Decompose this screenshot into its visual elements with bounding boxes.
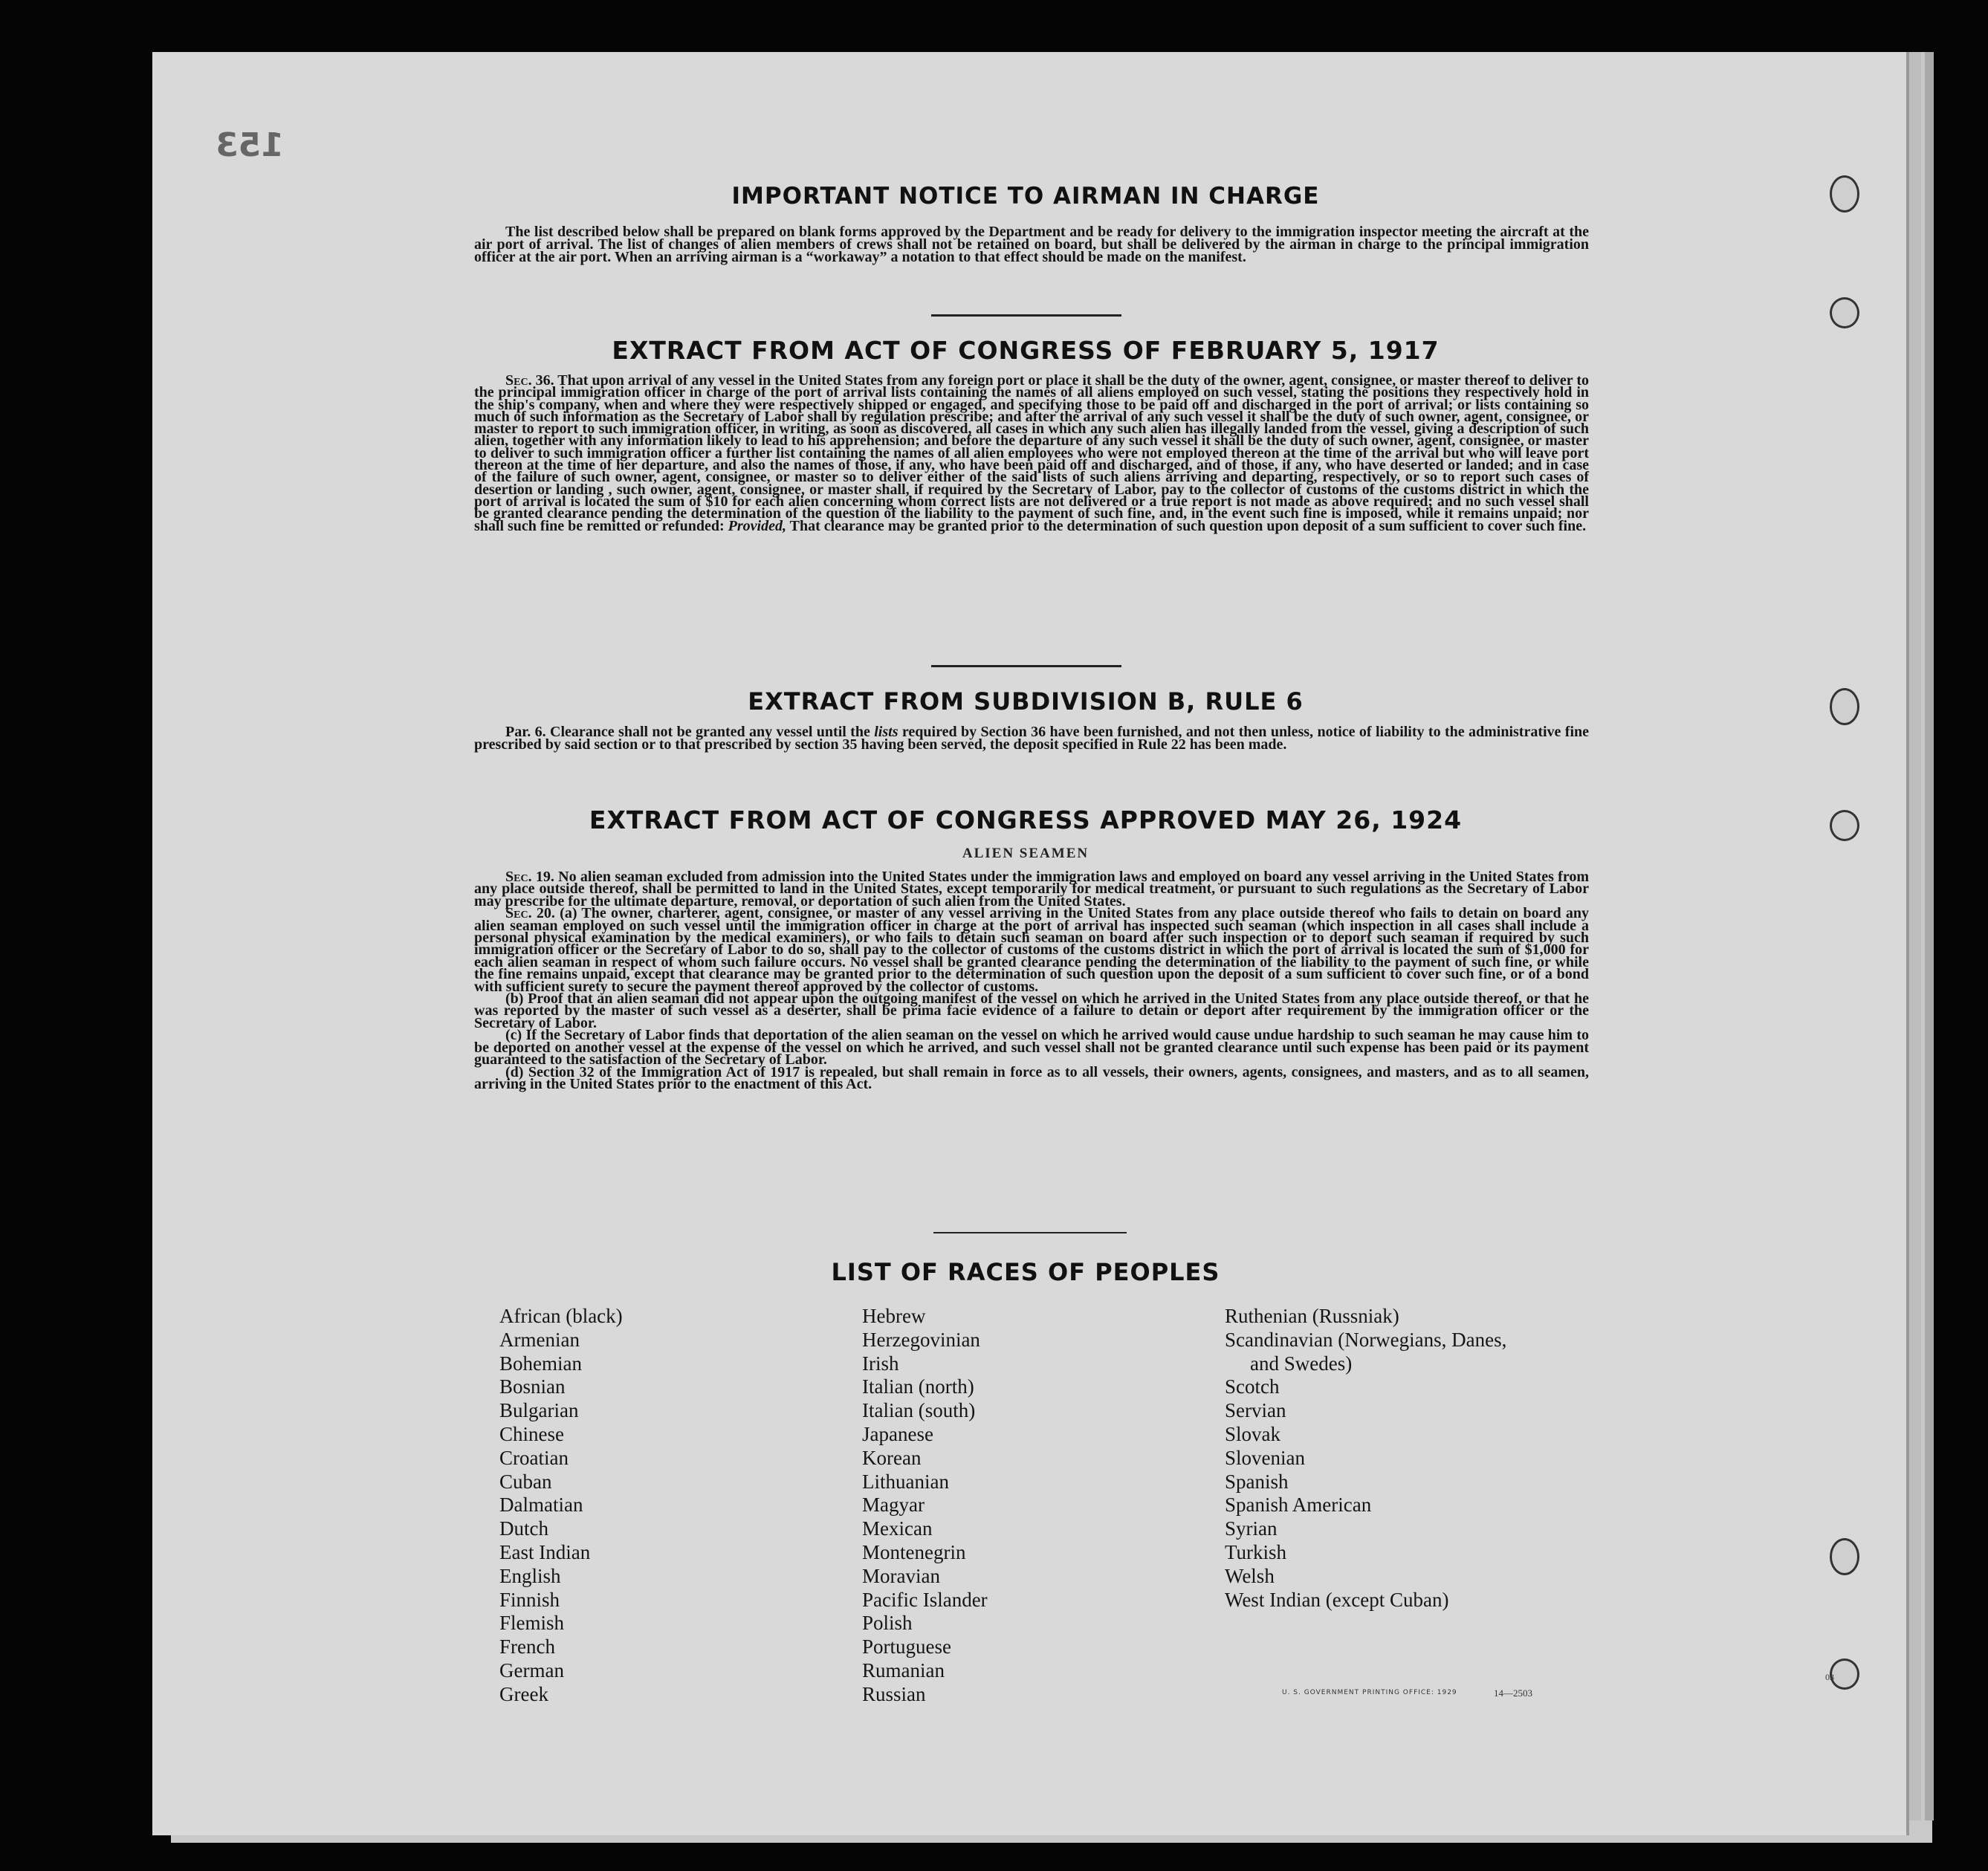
punch-hole <box>1830 1538 1859 1575</box>
extract-1924-title: EXTRACT FROM ACT OF CONGRESS APPROVED MAY 26, 1924 <box>589 805 1463 834</box>
race-item: Bulgarian <box>499 1399 579 1422</box>
extract-1924-body <box>474 871 1589 1090</box>
race-item: Spanish American <box>1225 1494 1372 1517</box>
race-item: Japanese <box>862 1422 933 1445</box>
race-item: Flemish <box>499 1612 565 1635</box>
punch-hole <box>1830 297 1859 328</box>
race-item: Pacific Islander <box>862 1588 988 1611</box>
race-item: Lithuanian <box>862 1470 949 1493</box>
section-divider <box>933 1232 1127 1233</box>
race-item: Turkish <box>1225 1540 1287 1563</box>
race-item: Dutch <box>499 1517 548 1540</box>
race-item: Irish <box>862 1352 899 1375</box>
race-item: Bosnian <box>499 1375 566 1398</box>
race-item: Slovenian <box>1225 1446 1305 1469</box>
race-item: French <box>499 1635 555 1658</box>
notice-body <box>474 226 1589 264</box>
sec20b-paragraph: (b) Proof that an alien seaman did not appear upon the outgoing manifest of the vessel on which he arrived in the United States from any place outside thereof, or that he was reported by the master of such vessel as a deserter, shall be prima facie evidence of a failure to detain or deport after requirement by the immigration officer or the Secretary of Labor. <box>474 990 1589 1031</box>
race-item: Welsh <box>1225 1564 1275 1587</box>
races-column-3 <box>1225 1305 1506 1612</box>
race-item: Scandinavian (Norwegians, Danes, <box>1225 1328 1507 1351</box>
race-item: Slovak <box>1225 1422 1281 1445</box>
race-item: Herzegovinian <box>862 1328 980 1351</box>
sec20a-text: (a) The owner, charterer, agent, consignee, or master of any vessel arriving in the United States from any place outside thereof who fails to detain on board any alien seaman employed on such vessel until the immigration officer in charge at the port of arrival has inspected such seaman (which inspection in all cases shall include a personal physical examination by the medical examiners), or who fails to detain such seaman on board after such inspection or to deport such seaman if required by such immigration officer or the Secretary of Labor to do so, shall pay to the collector of customs of the customs district in which the port of arrival is located the sum of $1,000 for each alien seaman in respect of whom such failure occurs. No vessel shall be granted clearance pending the determination of the liability to the payment of such fine, or while the fine remains unpaid, except that clearance may be granted prior to the determination of such question upon the deposit of a sum sufficient to cover such fine, or of a bond with sufficient surety to secure the payment thereof approved by the collector of customs. <box>474 905 1589 995</box>
extract-1917-body <box>474 374 1589 532</box>
sec20c-paragraph: (c) If the Secretary of Labor finds that deportation of the alien seaman on the vessel on which he arrived would cause undue hardship to such seaman he may cause him to be deported on another vessel at the expense of the vessel on which he arrived, and such vessel shall not be granted clearance until such expense has been paid or its payment guaranteed to the satisfaction of the Secretary of Labor. <box>474 1027 1589 1069</box>
race-item: Magyar <box>862 1494 925 1517</box>
race-item: Russian <box>862 1682 926 1705</box>
race-item: Servian <box>1225 1399 1286 1422</box>
punch-hole <box>1830 688 1859 725</box>
race-item: Croatian <box>499 1446 569 1469</box>
sec19-label: Sec. 19. <box>505 869 554 885</box>
race-item: East Indian <box>499 1540 591 1563</box>
race-item: West Indian (except Cuban) <box>1225 1588 1449 1611</box>
race-item: Spanish <box>1225 1470 1289 1493</box>
race-item: Mexican <box>862 1517 933 1540</box>
corner-code: 03 <box>1825 1672 1834 1682</box>
race-item: and Swedes) <box>1250 1352 1353 1375</box>
race-item: Rumanian <box>862 1658 945 1682</box>
page-edge <box>1925 52 1934 1820</box>
sec20d-paragraph: (d) Section 32 of the Immigration Act of 1917 is repealed, but shall remain in force as to all vessels, their owners, agents, consignees, and masters, and as to all seamen, arriving in the United States prior to the enactment of this Act. <box>474 1063 1589 1092</box>
race-item: Armenian <box>499 1328 580 1351</box>
race-item: Finnish <box>499 1588 560 1611</box>
race-item: Portuguese <box>862 1635 951 1658</box>
rule6-text: Par. 6. Clearance shall not be granted any vessel until the <box>505 724 870 740</box>
races-column-2 <box>862 1305 988 1707</box>
races-column-1 <box>499 1305 623 1707</box>
race-item: Dalmatian <box>499 1494 583 1517</box>
alien-seamen-subtitle: ALIEN SEAMEN <box>962 846 1089 861</box>
race-item: Hebrew <box>862 1305 926 1327</box>
section-divider <box>931 314 1121 317</box>
form-number: 14—2503 <box>1494 1687 1532 1699</box>
race-item: Italian (south) <box>862 1399 976 1422</box>
race-item: Greek <box>499 1682 548 1705</box>
page-edge <box>1906 52 1921 1820</box>
sec20-label: Sec. 20. <box>505 905 555 922</box>
race-item: Moravian <box>862 1564 940 1587</box>
race-item: Ruthenian (Russniak) <box>1225 1305 1399 1327</box>
sec19-text: No alien seaman excluded from admission into the United States under the immigration laws and employed on board any vessel arriving in the United States from any place outside thereof, shall be permitted to land in the United States, except temporarily for medical treatment, or pursuant to such regulations as the Secretary of Labor may prescribe for the ultimate departure, removal, or deportation of such alien from the United States. <box>474 869 1590 909</box>
notice-paragraph: The list described below shall be prepared on blank forms approved by the Department and be ready for delivery to the immigration inspector meeting the aircraft at the air port of arrival. The list of changes of alien members of crews shall not be retained on board, but shall be delivered by the airman in charge to the principal immigration officer at the air port. When an arriving airman is a “workaway” a notation to that effect should be made on the manifest. <box>474 224 1589 265</box>
race-item: German <box>499 1658 564 1682</box>
race-item: Cuban <box>499 1470 552 1493</box>
punch-hole <box>1830 175 1859 213</box>
sec36-text: That upon arrival of any vessel in the United States from any foreign port or place it shall be the duty of the owner, agent, consignee, or master thereof to deliver to the principal immigration officer in charge of the port of arrival lists containing the names of all aliens employed on such vessel, stating the positions they respectively hold in the ship's company, when and where they were respectively shipped or engaged, and specifying those to be paid off and discharged in the port of arrival; or lists containing so much of such information as the Secretary of Labor shall by regulation prescribe; and after the arrival of any such vessel it shall be the duty of such owner, agent, consignee, or master to report to such immigration officer, in writing, as soon as discovered, all cases in which any such alien has illegally landed from the vessel, giving a description of such alien, together with any information likely to lead to his apprehension; and before the departure of any such vessel it shall be the duty of such owner, agent, consignee, or master to deliver to such immigration officer a further list containing the names of all alien employees who were not employed thereon at the time of the arrival but who will leave port thereon at the time of her departure, and also the names of those, if any, who have been paid off and discharged, and of those, if any, who have deserted or landed; and in case of the failure of such owner, agent, consignee, or master so to deliver either of the said lists of such aliens arriving and departing, respectively, or so to report such cases of desertion or landing , such owner, agent, consignee, or master shall, if required by the Secretary of Labor, pay to the collector of customs of the customs district in which the port of arrival is located the sum of $10 for each alien concerning whom correct lists are not delivered or a true report is not made as above required; and no such vessel shall be granted clearance pending the determination of the question of the liability to the payment of such fine, and, in the event such fine is imposed, while it remains unpaid; nor shall such fine be remitted or refunded: <box>474 372 1589 534</box>
printer-note: U. S. GOVERNMENT PRINTING OFFICE: 1929 <box>1282 1689 1457 1696</box>
race-item: Syrian <box>1225 1517 1278 1540</box>
sec20a-paragraph <box>474 907 1589 993</box>
race-item: Scotch <box>1225 1375 1280 1398</box>
section-divider <box>931 665 1121 667</box>
rule6-paragraph <box>474 724 1590 753</box>
race-item: Korean <box>862 1446 922 1469</box>
sec19-paragraph <box>474 871 1589 907</box>
sec36-label: Sec. 36. <box>505 372 554 389</box>
race-item: Bohemian <box>499 1352 582 1375</box>
extract-rule6-body <box>474 724 1590 753</box>
race-item: African (black) <box>499 1305 623 1327</box>
race-item: Chinese <box>499 1422 564 1445</box>
sec36-paragraph <box>474 374 1589 532</box>
sec36-text-end: That clearance may be granted prior to the determination of such question upon deposit of a sum sufficient to cover such fine. <box>789 517 1587 534</box>
race-item: Montenegrin <box>862 1540 966 1563</box>
race-item: English <box>499 1564 561 1587</box>
race-item: Italian (north) <box>862 1375 974 1398</box>
races-title: LIST OF RACES OF PEOPLES <box>831 1258 1220 1286</box>
punch-hole <box>1830 1658 1859 1690</box>
notice-title: IMPORTANT NOTICE TO AIRMAN IN CHARGE <box>731 183 1320 210</box>
lists-word: lists <box>874 724 899 740</box>
extract-1917-title: EXTRACT FROM ACT OF CONGRESS OF FEBRUARY 5, 1917 <box>612 336 1440 365</box>
page-number-mark: 153 <box>216 126 284 164</box>
extract-rule6-title: EXTRACT FROM SUBDIVISION B, RULE 6 <box>748 687 1304 716</box>
provided-word: Provided, <box>728 517 786 534</box>
punch-hole <box>1830 810 1859 841</box>
rule6-text-end: required by Section 36 have been furnished, and not then unless, notice of liability to the administrative fine prescribed by said section or to that prescribed by section 35 having been served, the deposit specified in Rule 22 has been made. <box>474 724 1590 753</box>
race-item: Polish <box>862 1612 913 1635</box>
